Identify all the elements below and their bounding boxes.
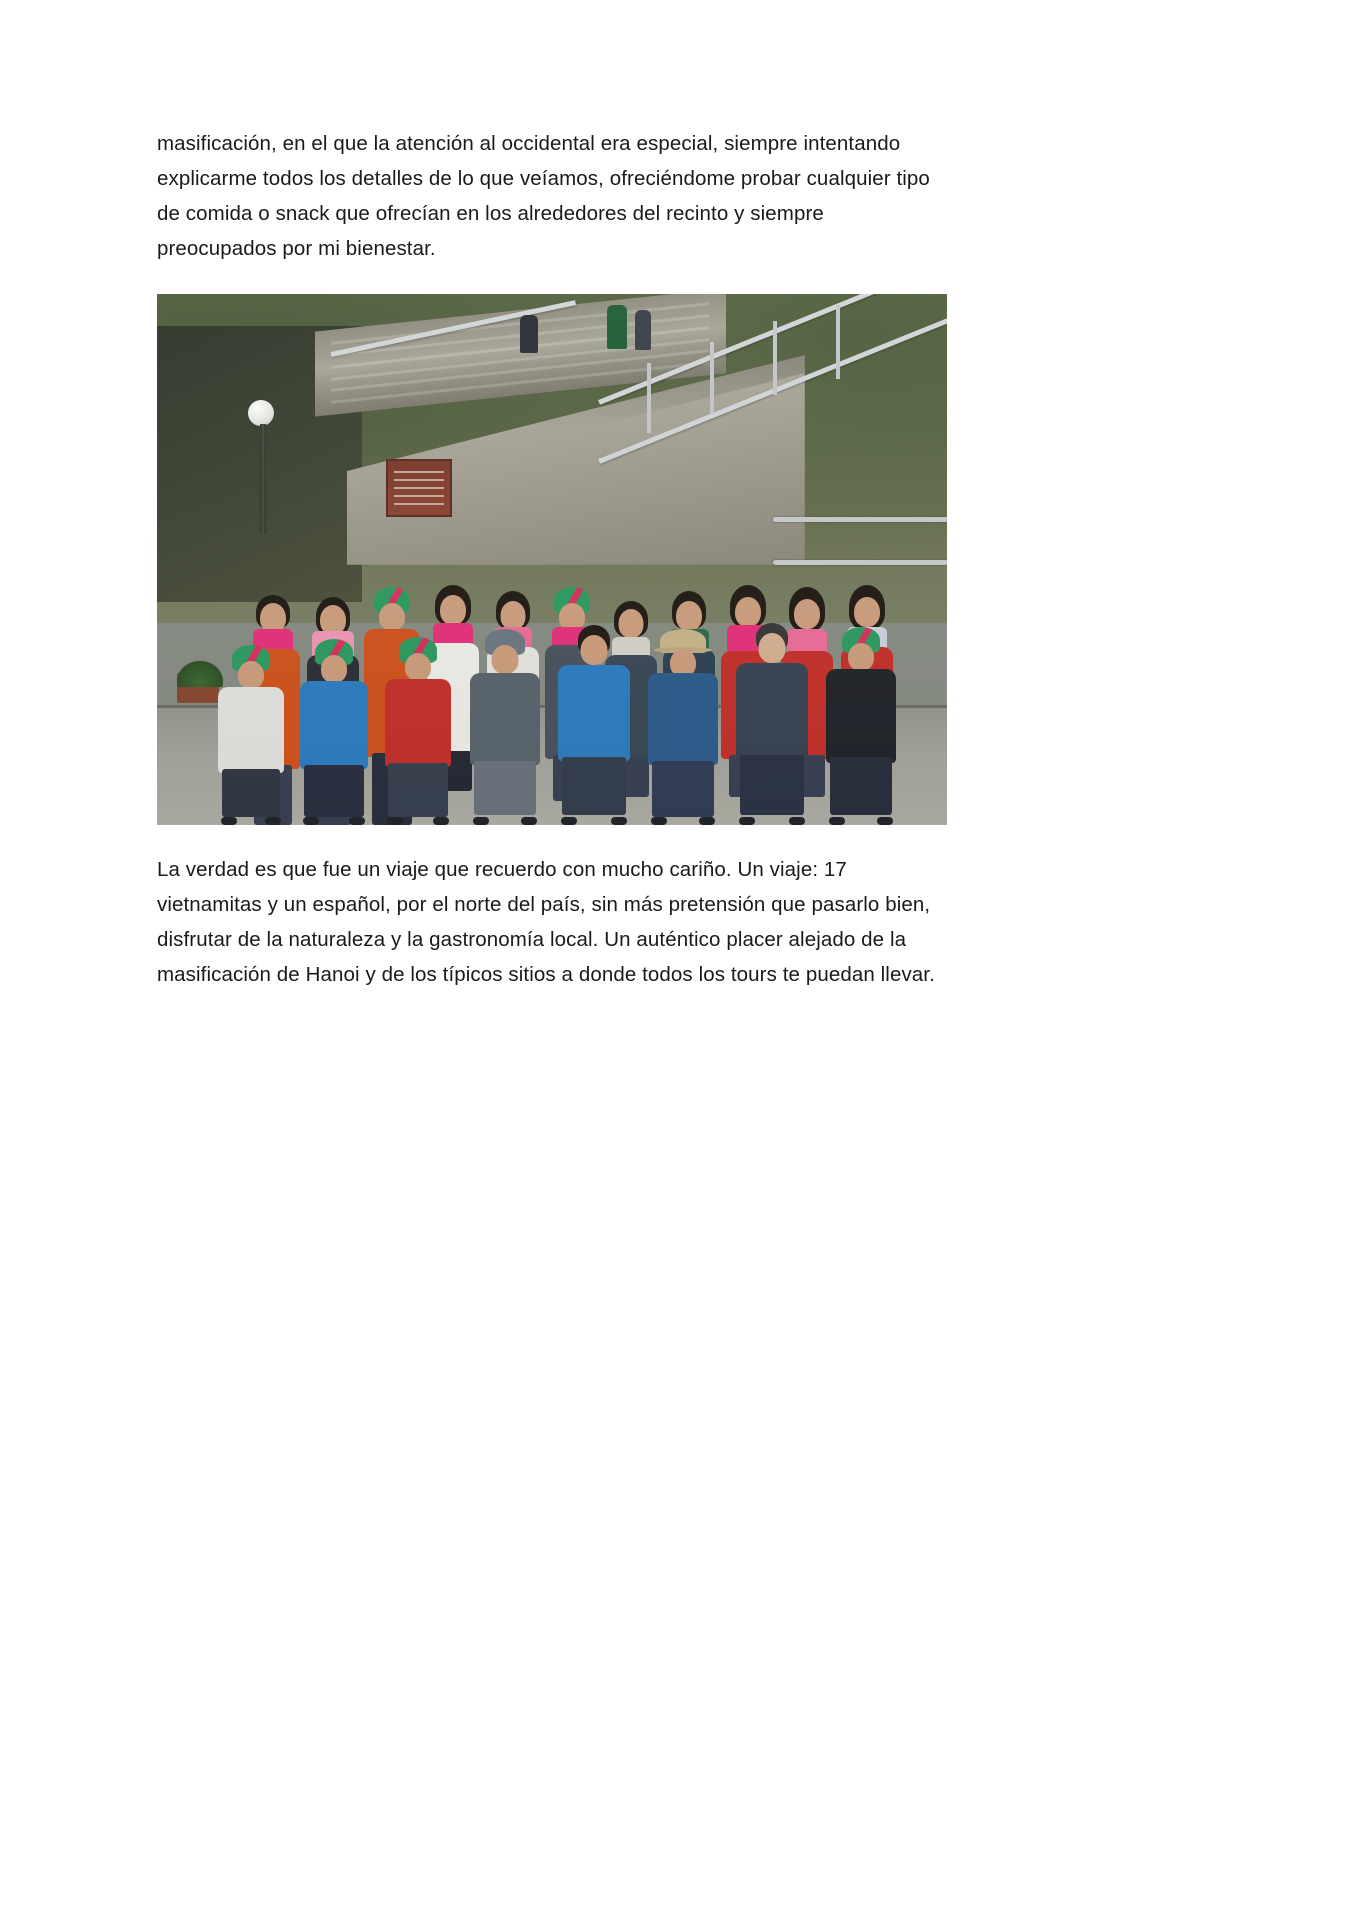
document-content bbox=[157, 126, 947, 992]
railing-horizontal bbox=[773, 517, 947, 522]
person-front-5 bbox=[555, 625, 633, 825]
group-photo bbox=[157, 294, 947, 825]
person-front-8 bbox=[823, 627, 899, 825]
person-front-6 bbox=[645, 629, 721, 825]
railing-horizontal bbox=[773, 560, 947, 565]
lamp-post bbox=[260, 424, 266, 534]
paragraph-2: La verdad es que fue un viaje que recuerdo con mucho cariño. Un viaje: 17 vietnamitas y un español, por el norte del país, sin más pretensión que pasarlo bien, disfrutar de la naturaleza y la gastronomía local. Un auténtico placer alejado de la masificación de Hanoi y de los típicos sitios a donde todos los tours te puedan llevar. bbox=[157, 858, 935, 986]
person-front-2 bbox=[297, 639, 371, 825]
background-person bbox=[520, 315, 538, 353]
paragraph-1: masificación, en el que la atención al occidental era especial, siempre intentando explicarme todos los detalles de lo que veíamos, ofreciéndome probar cualquier tipo de comida o snack que ofrecían en los alrededores del recinto y siempre preocupados por mi bienestar. bbox=[157, 132, 930, 260]
rail-post bbox=[647, 363, 651, 433]
information-sign bbox=[386, 459, 452, 517]
lamp-globe bbox=[248, 400, 274, 426]
person-front-3 bbox=[381, 637, 455, 825]
background-person bbox=[607, 305, 627, 349]
rail-post bbox=[773, 321, 777, 395]
rail-post bbox=[710, 342, 714, 414]
person-front-4 bbox=[467, 629, 543, 825]
person-front-1 bbox=[215, 645, 287, 825]
background-person bbox=[635, 310, 651, 350]
rail-post bbox=[836, 305, 840, 379]
person-front-7 bbox=[733, 623, 811, 825]
photo-scene bbox=[157, 294, 947, 825]
